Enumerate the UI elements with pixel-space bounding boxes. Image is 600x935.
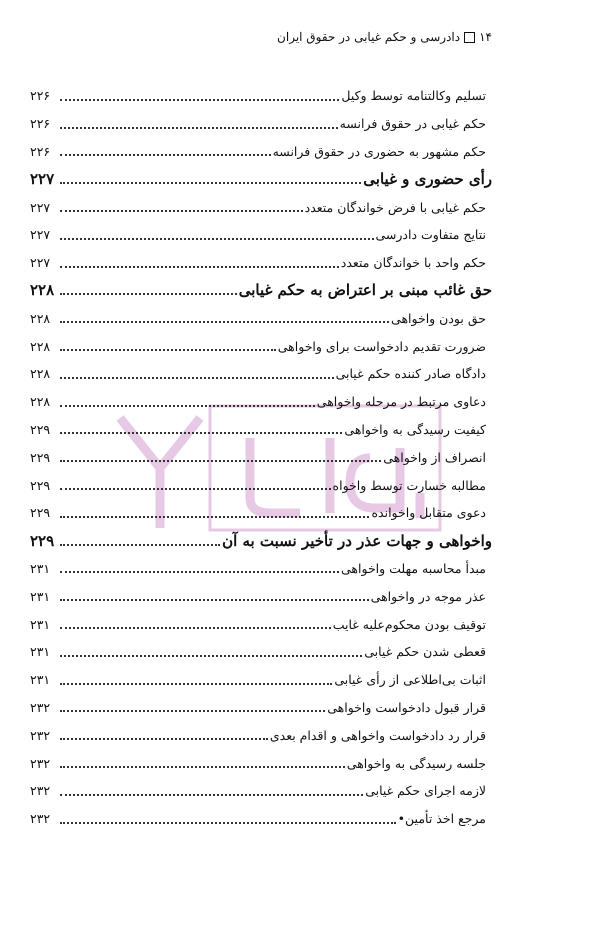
dot-leader [60,293,237,295]
toc-entry-title: نتایج متفاوت دادرسی [375,227,486,243]
toc-entry-page: ۲۳۱ [30,560,51,576]
toc-entry-page: ۲۲۹ [30,449,51,465]
page-number: ۱۴ [479,30,492,44]
toc-entry-title: حکم مشهور به حضوری در حقوق فرانسه [272,143,486,159]
toc-entry [30,666,492,694]
toc-entry [30,721,492,749]
dot-leader [60,127,338,129]
toc-entry-page: ۲۲۷ [30,227,51,243]
toc-entry-title: حکم واحد با خواندگان متعدد [340,255,486,271]
toc-entry [30,110,492,138]
toc-entry-title: قرار قبول دادخواست واخواهی [327,699,486,715]
toc-entry [30,555,492,583]
dot-leader [60,405,315,407]
toc-entry-page: ۲۲۸ [30,310,51,326]
toc-entry-page: ۲۳۱ [30,588,51,604]
toc-entry-page: ۲۲۹ [30,421,51,437]
toc-entry [30,138,492,166]
toc-entry-page: ۲۲۸ [30,338,51,354]
square-bullet-icon [464,32,475,43]
toc-entry-page: ۲۳۲ [30,699,51,715]
toc-entry-page: ۲۲۸ [30,281,55,300]
toc-entry-page: ۲۲۹ [30,531,55,550]
toc-entry [30,193,492,221]
dot-leader [60,571,339,573]
toc-entry-title: انصراف از واخواهی [383,449,486,465]
toc-entry-title: تسلیم وکالتنامه توسط وکیل [341,88,486,104]
toc-section-heading [30,165,492,193]
dot-leader [60,710,325,712]
toc-entry-page: ۲۳۱ [30,672,51,688]
toc-entry-page: ۲۳۲ [30,811,51,827]
toc-entry [30,332,492,360]
toc-entry-title: مرجع اخذ تأمین• [397,811,486,827]
toc-entry [30,221,492,249]
toc-entry-title: رأی حضوری و غیابی [363,170,492,189]
toc-entry [30,82,492,110]
dot-leader [60,349,276,351]
toc-entry [30,249,492,277]
toc-entry-title: جلسه رسیدگی به واخواهی [346,755,486,771]
toc-entry [30,443,492,471]
toc-entry [30,499,492,527]
toc-entry [30,749,492,777]
toc-entry-page: ۲۲۹ [30,505,51,521]
dot-leader [60,488,331,490]
toc-entry-title: حکم غیابی در حقوق فرانسه [339,116,486,132]
toc-entry [30,304,492,332]
toc-entry [30,638,492,666]
toc-section-heading [30,277,492,305]
toc-entry-page: ۲۳۲ [30,755,51,771]
dot-leader [60,210,303,212]
running-header [277,30,492,44]
toc-entry-page: ۲۲۸ [30,366,51,382]
toc-entry-title: حق بودن واخواهی [391,310,486,326]
toc-entry-page: ۲۳۲ [30,727,51,743]
toc-entry-title: توقیف بودن محکوم‌علیه غایب [332,616,486,632]
dot-leader [60,182,361,184]
toc-entry-title: ضرورت تقدیم دادخواست برای واخواهی [277,338,486,354]
dot-leader [60,627,331,629]
toc-entry-page: ۲۲۷ [30,255,51,271]
toc-entry-title: کیفیت رسیدگی به واخواهی [344,421,486,437]
toc-entry [30,360,492,388]
dot-leader [60,655,362,657]
dot-leader [60,99,339,101]
toc-entry-page: ۲۲۶ [30,88,51,104]
dot-leader [60,738,268,740]
toc-entry-title: قرار رد دادخواست واخواهی و اقدام بعدی [269,727,486,743]
toc-entry [30,416,492,444]
table-of-contents [30,82,492,833]
dot-leader [60,599,369,601]
toc-entry-page: ۲۲۹ [30,477,51,493]
toc-entry-page: ۲۲۸ [30,394,51,410]
toc-entry-page: ۲۲۶ [30,143,51,159]
toc-entry-title: دعوی متقابل واخوانده [371,505,486,521]
dot-leader [60,321,389,323]
toc-entry-title: واخواهی و جهات عذر در تأخیر نسبت به آن [222,531,492,550]
toc-entry [30,610,492,638]
dot-leader [60,516,369,518]
toc-entry-title: حق غائب مبنی بر اعتراض به حکم غیابی [238,281,492,300]
toc-entry-title: عذر موجه در واخواهی [370,588,486,604]
toc-entry [30,582,492,610]
dot-leader [60,822,396,824]
toc-entry [30,694,492,722]
toc-entry-page: ۲۲۶ [30,116,51,132]
dot-leader [60,154,271,156]
toc-section-heading [30,527,492,555]
dot-leader [60,266,339,268]
dot-leader [60,377,334,379]
dot-leader [60,683,332,685]
toc-entry [30,471,492,499]
toc-entry-title: اثبات بی‌اطلاعی از رأی غیابی [334,672,486,688]
toc-entry-title: دادگاه صادر کننده حکم غیابی [335,366,486,382]
toc-entry-title: لازمه اجرای حکم غیابی [365,783,486,799]
toc-entry-title: مطالبه خسارت توسط واخواه [332,477,486,493]
toc-entry [30,777,492,805]
toc-entry [30,805,492,833]
toc-entry-page: ۲۳۲ [30,783,51,799]
dot-leader [60,794,363,796]
dot-leader [60,238,374,240]
toc-entry-title: دعاوی مرتبط در مرحله واخواهی [316,394,486,410]
dot-leader [60,460,381,462]
dot-leader [60,766,345,768]
book-title: دادرسی و حکم غیابی در حقوق ایران [277,30,461,44]
toc-entry-title: حکم غیابی با فرض خواندگان متعدد [304,199,486,215]
toc-entry-title: مبدأ محاسبه مهلت واخواهی [341,560,486,576]
toc-entry-page: ۲۲۷ [30,199,51,215]
toc-entry-page: ۲۳۱ [30,616,51,632]
dot-leader [60,432,342,434]
toc-entry-page: ۲۲۷ [30,170,55,189]
dot-leader [60,544,220,546]
toc-entry [30,388,492,416]
toc-entry-title: قعطی شدن حکم غیابی [364,644,486,660]
toc-entry-page: ۲۳۱ [30,644,51,660]
